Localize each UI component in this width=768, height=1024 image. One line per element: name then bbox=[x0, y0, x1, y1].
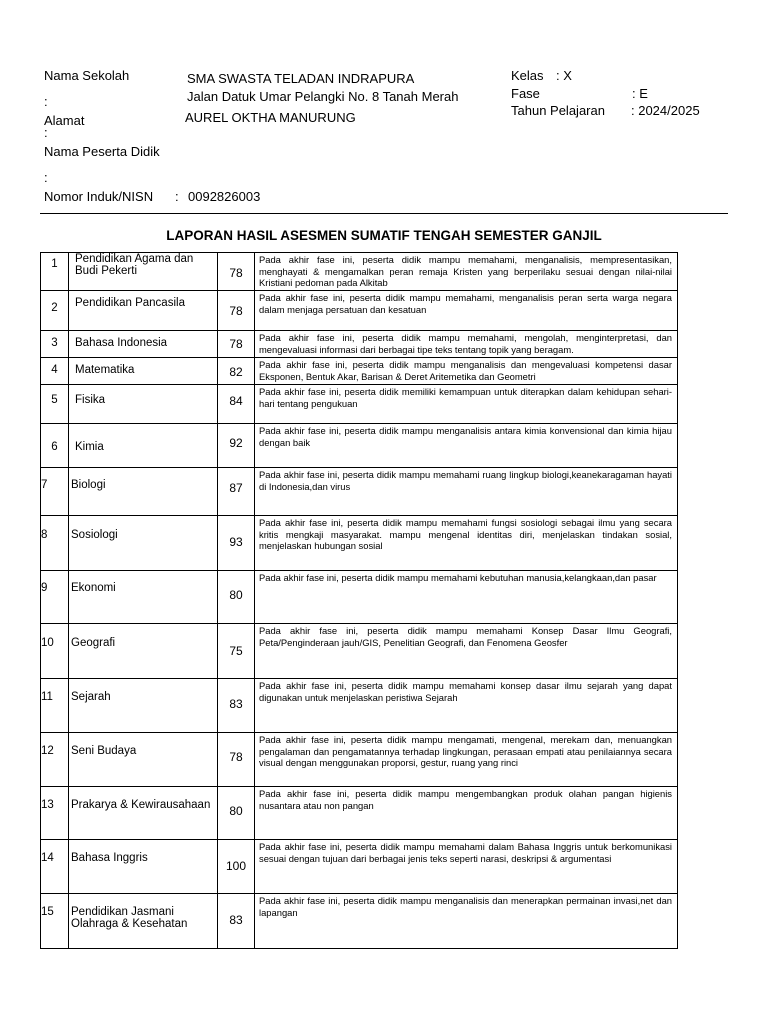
address-label: Alamat bbox=[44, 113, 85, 128]
subject-name: Prakarya & Kewirausahaan bbox=[71, 799, 211, 811]
table-row bbox=[41, 840, 678, 894]
school-name-value: SMA SWASTA TELADAN INDRAPURA bbox=[187, 71, 415, 86]
table-row bbox=[41, 787, 678, 840]
phase-label: Fase bbox=[511, 86, 540, 101]
student-name-colon: : bbox=[44, 170, 48, 185]
phase-value: : E bbox=[632, 86, 648, 101]
table-row bbox=[41, 291, 678, 331]
school-name-colon: : bbox=[44, 94, 48, 109]
nisn-value: 0092826003 bbox=[188, 189, 261, 204]
subject-description: Pada akhir fase ini, peserta didik mampu menganalisis dan menerapkan permainan invasi,net dan lapangan bbox=[255, 894, 678, 949]
table-row bbox=[41, 733, 678, 787]
subject-description: Pada akhir fase ini, peserta didik mampu mengamati, mengenal, merekam dan, menuangkan pengalaman dan pengamatannya terhadap lingkungan, perasaan empati atau penilaiannya secara visual dengan menggunakan proporsi, gestur, ruang yang rinci bbox=[255, 733, 678, 787]
subject-score: 80 bbox=[229, 588, 243, 602]
subject-description: Pada akhir fase ini, peserta didik mampu memahami, menganalisis peran serta warga negara dalam menjaga persatuan dan kesatuan bbox=[255, 291, 678, 331]
subject-name: Bahasa Inggris bbox=[71, 852, 148, 864]
subject-description: Pada akhir fase ini, peserta didik mampu mengembangkan produk olahan pangan higienis nusantara atau non pangan bbox=[255, 787, 678, 840]
class-label: Kelas bbox=[511, 68, 544, 83]
subject-score: 82 bbox=[229, 365, 243, 379]
subject-description: Pada akhir fase ini, peserta didik mampu memahami fungsi sosiologi sebagai ilmu yang secara kritis mengkaji masyarakat. mampu mengenal identitas diri, menjelaskan tindakan sosial, menjelaskan hubungan sosial bbox=[255, 516, 678, 571]
subject-description: Pada akhir fase ini, peserta didik mampu memahami konsep dasar ilmu sejarah yang dapat digunakan untuk menjelaskan peristiwa Sejarah bbox=[255, 679, 678, 733]
table-row bbox=[41, 253, 678, 291]
class-value: : X bbox=[556, 68, 572, 83]
row-number: 12 bbox=[41, 745, 54, 757]
row-number: 14 bbox=[41, 852, 54, 864]
row-number: 1 bbox=[51, 258, 58, 270]
grades-table bbox=[40, 252, 678, 949]
subject-name: Fisika bbox=[75, 394, 106, 406]
subject-name: Biologi bbox=[71, 479, 106, 491]
subject-name: Pendidikan Agama dan Budi Pekerti bbox=[75, 253, 194, 277]
subject-name: Matematika bbox=[75, 364, 135, 376]
year-label: Tahun Pelajaran bbox=[511, 103, 605, 118]
subject-name: Kimia bbox=[75, 441, 104, 453]
school-address-value: Jalan Datuk Umar Pelangki No. 8 Tanah Merah bbox=[187, 89, 459, 104]
table-row bbox=[41, 424, 678, 468]
report-title: LAPORAN HASIL ASESMEN SUMATIF TENGAH SEMESTER GANJIL bbox=[166, 228, 602, 243]
subject-score: 84 bbox=[229, 394, 243, 408]
table-row bbox=[41, 385, 678, 424]
table-row bbox=[41, 516, 678, 571]
subject-description: Pada akhir fase ini, peserta didik mampu memahami kebutuhan manusia,kelangkaan,dan pasar bbox=[255, 571, 678, 624]
row-number: 9 bbox=[41, 582, 48, 594]
subject-score: 78 bbox=[229, 750, 243, 764]
subject-description: Pada akhir fase ini, peserta didik mampu memahami, menganalisis, mempresentasikan, menghayati & mengamalkan peran remaja Kristen yang berperilaku sesuai dengan nilai-nilai Kristiani pedoman pada Alkitab bbox=[255, 253, 678, 291]
subject-score: 100 bbox=[225, 859, 247, 873]
row-number: 7 bbox=[41, 479, 48, 491]
table-row bbox=[41, 331, 678, 358]
row-number: 6 bbox=[51, 441, 58, 453]
row-number: 8 bbox=[41, 529, 48, 541]
year-value: : 2024/2025 bbox=[631, 103, 700, 118]
student-name-value: AUREL OKTHA MANURUNG bbox=[185, 110, 356, 125]
subject-name: Bahasa Indonesia bbox=[75, 337, 168, 349]
subject-description: Pada akhir fase ini, peserta didik mampu menganalisis dan mengevaluasi kompetensi dasar Eksponen, Bentuk Akar, Barisan & Deret Aritemetika dan Geometri bbox=[255, 358, 678, 385]
subject-name: Pendidikan Pancasila bbox=[75, 297, 185, 309]
subject-score: 92 bbox=[229, 436, 243, 450]
subject-description: Pada akhir fase ini, peserta didik mampu memahami dalam Bahasa Inggris untuk berkomunikasi sesuai dengan tujuan dari berbagai jenis teks seperti narasi, deskripsi & argumentasi bbox=[255, 840, 678, 894]
subject-name: Sosiologi bbox=[71, 529, 118, 541]
table-row bbox=[41, 624, 678, 679]
school-name-label: Nama Sekolah bbox=[44, 68, 130, 83]
subject-score: 83 bbox=[229, 697, 243, 711]
subject-name: Sejarah bbox=[71, 691, 111, 703]
table-row bbox=[41, 894, 678, 949]
row-number: 10 bbox=[41, 637, 54, 649]
subject-name: Ekonomi bbox=[71, 582, 116, 594]
table-row bbox=[41, 679, 678, 733]
subject-score: 78 bbox=[229, 304, 243, 318]
subject-score: 80 bbox=[229, 804, 243, 818]
subject-score: 83 bbox=[229, 913, 243, 927]
subject-name: Seni Budaya bbox=[71, 745, 137, 757]
subject-description: Pada akhir fase ini, peserta didik mampu memahami Konsep Dasar Ilmu Geografi, Peta/Penginderaan jauh/GIS, Penelitian Geografi, dan Fenomena Geosfer bbox=[255, 624, 678, 679]
student-name-label: Nama Peserta Didik bbox=[44, 144, 160, 159]
table-row bbox=[41, 468, 678, 516]
table-row bbox=[41, 571, 678, 624]
subject-score: 78 bbox=[229, 337, 243, 351]
row-number: 13 bbox=[41, 799, 54, 811]
row-number: 11 bbox=[41, 691, 53, 703]
row-number: 2 bbox=[51, 302, 58, 314]
subject-score: 75 bbox=[229, 644, 243, 658]
subject-name: Pendidikan Jasmani Olahraga & Kesehatan bbox=[71, 906, 188, 930]
row-number: 15 bbox=[41, 906, 54, 918]
subject-name: Geografi bbox=[71, 637, 116, 649]
row-number: 5 bbox=[51, 394, 58, 406]
header-divider bbox=[40, 213, 728, 214]
row-number: 4 bbox=[51, 364, 58, 376]
subject-description: Pada akhir fase ini, peserta didik memiliki kemampuan untuk diterapkan dalam kehidupan sehari-hari tentang pengukuan bbox=[255, 385, 678, 424]
address-colon: : bbox=[44, 125, 48, 140]
subject-description: Pada akhir fase ini, peserta didik mampu memahami, mengolah, menginterpretasi, dan mengevaluasi informasi dari berbagai tipe teks tentang topik yang beragam. bbox=[255, 331, 678, 358]
subject-score: 78 bbox=[229, 266, 243, 280]
subject-score: 93 bbox=[229, 535, 243, 549]
subject-score: 87 bbox=[229, 481, 243, 495]
table-row bbox=[41, 358, 678, 385]
row-number: 3 bbox=[51, 337, 58, 349]
nisn-label: Nomor Induk/NISN bbox=[44, 189, 154, 204]
nisn-colon: : bbox=[175, 189, 179, 204]
subject-description: Pada akhir fase ini, peserta didik mampu memahami ruang lingkup biologi,keanekaragaman hayati di Indonesia,dan virus bbox=[255, 468, 678, 516]
subject-description: Pada akhir fase ini, peserta didik mampu menganalisis antara kimia konvensional dan kimia hijau dengan baik bbox=[255, 424, 678, 468]
